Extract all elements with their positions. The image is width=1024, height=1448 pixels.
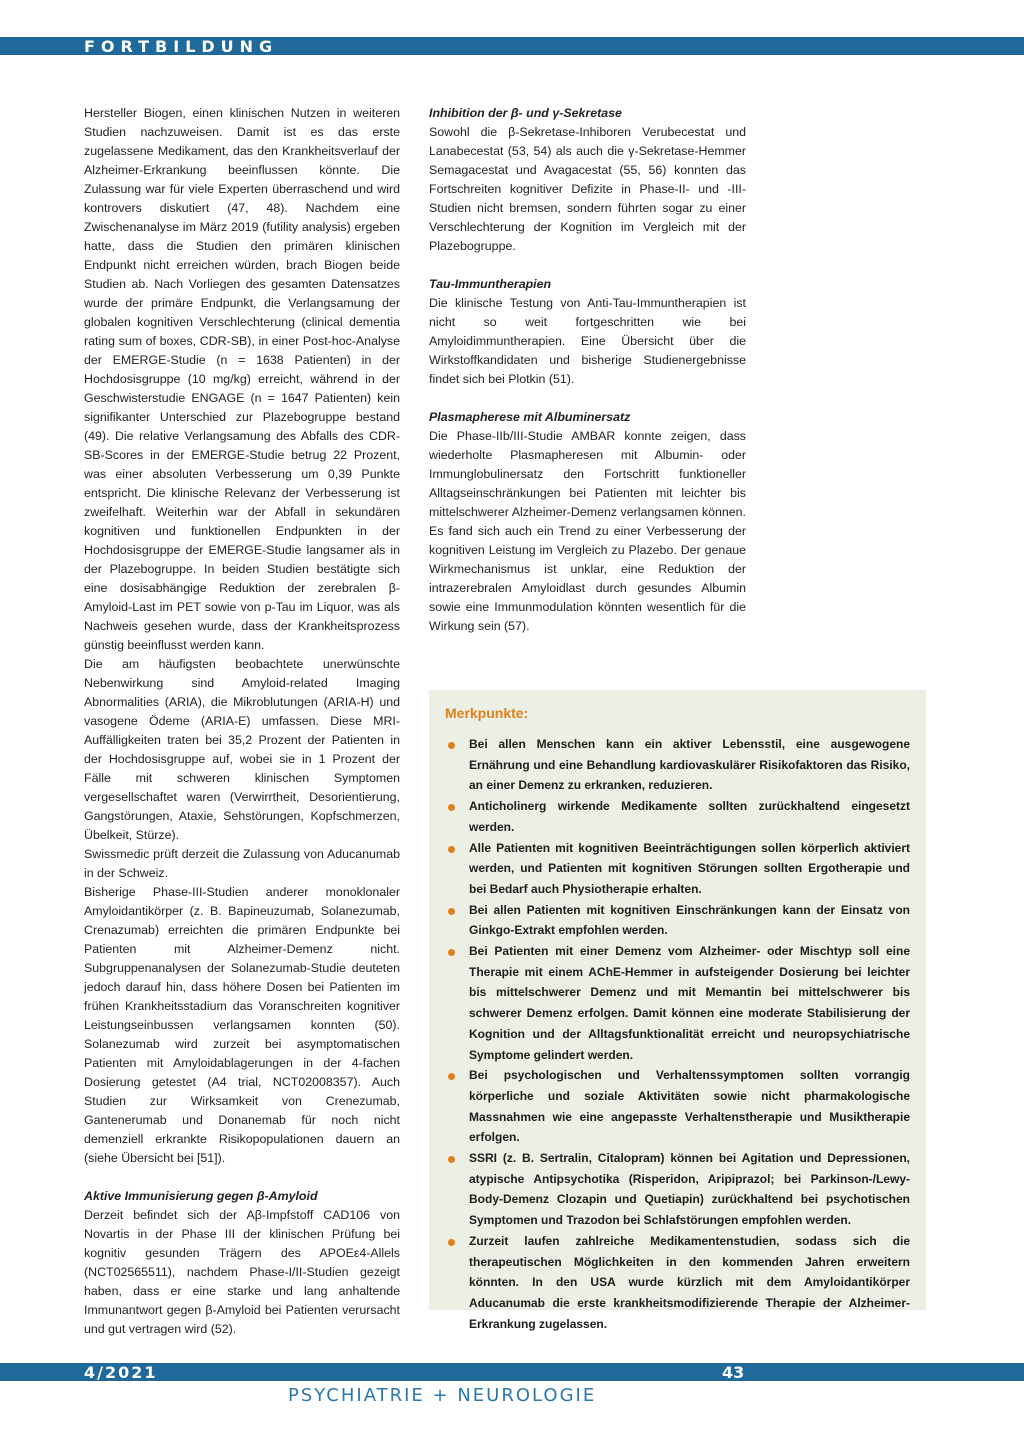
body-paragraph: Die am häufigsten beobachtete unerwünschte Nebenwirkung sind Amyloid-related Imaging Abnormalities (ARIA), die Mikroblutungen (ARIA-H) und vasogene Ödeme (ARIA-E) umfassen. Diese MRI-Auffälligkeiten traten bei 35,2 Prozent der Patienten in der Hochdosisgruppe auf, wobei sie in 1 Prozent der Fälle mit schweren klinischen Symptomen vergesellschaftet waren (Verwirrtheit, Desorientierung, Gangstörungen, Ataxie, Sehstörungen, Kopfschmerzen, Übelkeit, Stürze).: [84, 657, 400, 842]
merkpunkt-text: Bei allen Patienten mit kognitiven Einschränkungen kann der Einsatz von Ginkgo-Extrakt empfohlen werden.: [469, 902, 910, 938]
bullet-icon: [448, 908, 455, 915]
bullet-icon: [448, 804, 455, 811]
bullet-icon: [448, 1073, 455, 1080]
bullet-icon: [448, 1239, 455, 1246]
body-paragraph: Derzeit befindet sich der Aβ-Impfstoff CAD106 von Novartis in der Phase III der klinischen Prüfung bei kognitiv gesunden Trägern des APOEε4-Allels (NCT02565511), nachdem Phase-I/II-Studien gezeigt haben, dass er eine starke und lang anhaltende Immunantwort gegen β-Amyloid bei Patienten verursacht und gut vertragen wird (52).: [84, 1208, 400, 1336]
page-number: 43: [722, 1363, 745, 1382]
merkpunkte-title: Merkpunkte:: [445, 705, 529, 721]
body-paragraph: Swissmedic prüft derzeit die Zulassung von Aducanumab in der Schweiz.: [84, 847, 400, 880]
merkpunkt-text: Alle Patienten mit kognitiven Beeinträchtigungen sollen körperlich aktiviert werden, und Patienten mit kognitiven Störungen sollten Ergotherapie und bei Bedarf auch Physiotherapie erhalten.: [469, 840, 910, 896]
body-paragraph: Die Phase-IIb/III-Studie AMBAR konnte zeigen, dass wiederholte Plasmapheresen mit Albumin- oder Immunglobulinersatz den Fortschritt funktioneller Alltagseinschränkungen bei Patienten mit leichter bis mittelschwerer Alzheimer-Demenz verlangsamen können. Es fand sich auch ein Trend zu einer Verbesserung der kognitiven Leistung im Vergleich zu Plazebo. Der genaue Wirkmechanismus ist unklar, eine Reduktion der intrazerebralen Amyloidlast durch gesundes Albumin sowie eine Immunmodulation könnten wesentlich für die Wirkung sein (57).: [429, 429, 746, 633]
left-column: [84, 104, 400, 1339]
bullet-icon: [448, 1156, 455, 1163]
paragraph-gap: [429, 389, 746, 408]
merkpunkt-text: Zurzeit laufen zahlreiche Medikamentenstudien, sodass sich die therapeutischen Möglichkeiten in den kommenden Jahren erweitern könnten. In den USA wurde kürzlich mit dem Amyloidantikörper Aducanumab die erste krankheitsmodifizierende Therapie der Alzheimer-Erkrankung zugelassen.: [469, 1233, 910, 1331]
journal-name: PSYCHIATRIE + NEUROLOGIE: [288, 1385, 597, 1406]
merkpunkt-item: [445, 1065, 910, 1148]
bullet-icon: [448, 846, 455, 853]
paragraph-gap: [84, 1168, 400, 1187]
paragraph-gap: [429, 256, 746, 275]
merkpunkt-item: [445, 900, 910, 941]
body-paragraph: Die klinische Testung von Anti-Tau-Immuntherapien ist nicht so weit fortgeschritten wie bei Amyloidimmuntherapien. Eine Übersicht über die Wirkstoffkandidaten und bisherige Studienergebnisse findet sich bei Plotkin (51).: [429, 296, 746, 386]
subsection-heading: Tau-Immuntherapien: [429, 277, 552, 291]
merkpunkt-text: Anticholinerg wirkende Medikamente sollten zurückhaltend eingesetzt werden.: [469, 799, 910, 834]
merkpunkt-item: [445, 1148, 910, 1231]
merkpunkte-list: [445, 734, 910, 1334]
right-column: [429, 104, 746, 636]
merkpunkt-text: Bei Patienten mit einer Demenz vom Alzheimer- oder Mischtyp soll eine Therapie mit einem AChE-Hemmer in aufsteigender Dosierung bei leichter bis mittelschwerer Demenz und mit Memantin bei mittelschwerer bis schwerer Demenz erfolgen. Damit können eine moderate Stabilisierung der Kognition und der Alltagsfunktionalität erreicht und neuropsychiatrische Symptome gelindert werden.: [469, 944, 910, 1062]
merkpunkt-text: Bei psychologischen und Verhaltenssymptomen sollten vorrangig körperliche und soziale Aktivitäten sowie nicht pharmakologische Massnahmen wie eine angepasste Verhaltenstherapie und Musiktherapie erfolgen.: [469, 1068, 910, 1145]
merkpunkt-text: SSRI (z. B. Sertralin, Citalopram) können bei Agitation und Depressionen, atypische Antipsychotika (Risperidon, Aripiprazol; bei Parkinson-/Lewy-Body-Demenz Clozapin und Quetiapin) zurückhaltend bei psychotischen Symptomen und Trazodon bei Schlafstörungen empfohlen werden.: [469, 1151, 910, 1228]
issue-number: 4/2021: [84, 1363, 158, 1382]
bullet-icon: [448, 949, 455, 956]
merkpunkt-item: [445, 1231, 910, 1335]
merkpunkte-box: [429, 690, 926, 1331]
subsection-heading: Plasmapherese mit Albuminersatz: [429, 410, 631, 424]
merkpunkt-item: [445, 838, 910, 900]
subsection-heading: Inhibition der β- und γ-Sekretase: [429, 106, 622, 120]
body-paragraph: Bisherige Phase-III-Studien anderer monoklonaler Amyloidantikörper (z. B. Bapineuzumab, Solanezumab, Crenazumab) erreichten die primären Endpunkte bei Patienten mit Alzheimer-Demenz nicht. Subgruppenanalysen der Solanezumab-Studie deuteten jedoch darauf hin, dass höhere Dosen bei Patienten im frühen Krankheitsstadium das Voranschreiten kognitiver Leistungseinbussen verlangsamen konnten (50). Solanezumab wird zurzeit bei asymptomatischen Patienten mit Amyloidablagerungen in der 4-fachen Dosierung getestet (A4 trial, NCT02008357). Auch Studien zur Wirksamkeit von Crenezumab, Gantenerumab und Donanemab für noch nicht demenziell erkrankte Risikopopulationen dauern an (siehe Übersicht bei [51]).: [84, 885, 400, 1165]
body-paragraph: Hersteller Biogen, einen klinischen Nutzen in weiteren Studien nachzuweisen. Damit ist es das erste zugelassene Medikament, das den Krankheitsverlauf der Alzheimer-Erkrankung beeinflussen könnte. Die Zulassung war für viele Experten überraschend und wird kontrovers diskutiert (47, 48). Nachdem eine Zwischenanalyse im März 2019 (futility analysis) ergeben hatte, dass die Studien den primären klinischen Endpunkt nicht erreichen würden, brach Biogen beide Studien ab. Nach Vorliegen des gesamten Datensatzes wurde der primäre Endpunkt, die Verlangsamung der globalen kognitiven Verschlechterung (clinical dementia rating sum of boxes, CDR-SB), in einer Post-hoc-Analyse der EMERGE-Studie (n = 1638 Patienten) in der Hochdosisgruppe (10 mg/kg) erreicht, während in der Geschwisterstudie ENGAGE (n = 1647 Patienten) kein signifikanter Unterschied zur Plazebogruppe bestand (49). Die relative Verlangsamung des Abfalls des CDR-SB-Scores in der EMERGE-Studie betrug 22 Prozent, was einer absoluten Verbesserung um 0,39 Punkte entspricht. Die klinische Relevanz der Verbesserung ist zweifelhaft. Weiterhin war der Abfall in sekundären kognitiven und funktionellen Endpunkten in der Hochdosisgruppe der EMERGE-Studie langsamer als in der Plazebogruppe. In beiden Studien bestätigte sich eine dosisabhängige Reduktion der zerebralen β-Amyloid-Last im PET sowie von p-Tau im Liquor, was als Nachweis gesehen wurde, dass der Krankheitsprozess günstig beeinflusst werden kann.: [84, 106, 400, 652]
body-paragraph: Sowohl die β-Sekretase-Inhiboren Verubecestat und Lanabecestat (53, 54) als auch die γ-Sekretase-Hemmer Semagacestat und Avagacestat (55, 56) konnten das Fortschreiten kognitiver Defizite in Phase-II- und -III-Studien nicht bremsen, sondern führten sogar zu einer Verschlechterung der Kognition im Vergleich mit der Plazebogruppe.: [429, 125, 746, 253]
merkpunkt-item: [445, 734, 910, 796]
subsection-heading: Aktive Immunisierung gegen β-Amyloid: [84, 1189, 318, 1203]
merkpunkt-text: Bei allen Menschen kann ein aktiver Lebensstil, eine ausgewogene Ernährung und eine Behandlung kardiovaskulärer Risikofaktoren das Risiko, an einer Demenz zu erkranken, reduzieren.: [469, 737, 910, 793]
section-label: FORTBILDUNG: [84, 37, 279, 56]
merkpunkt-item: [445, 941, 910, 1065]
bullet-icon: [448, 742, 455, 749]
merkpunkt-item: [445, 796, 910, 837]
